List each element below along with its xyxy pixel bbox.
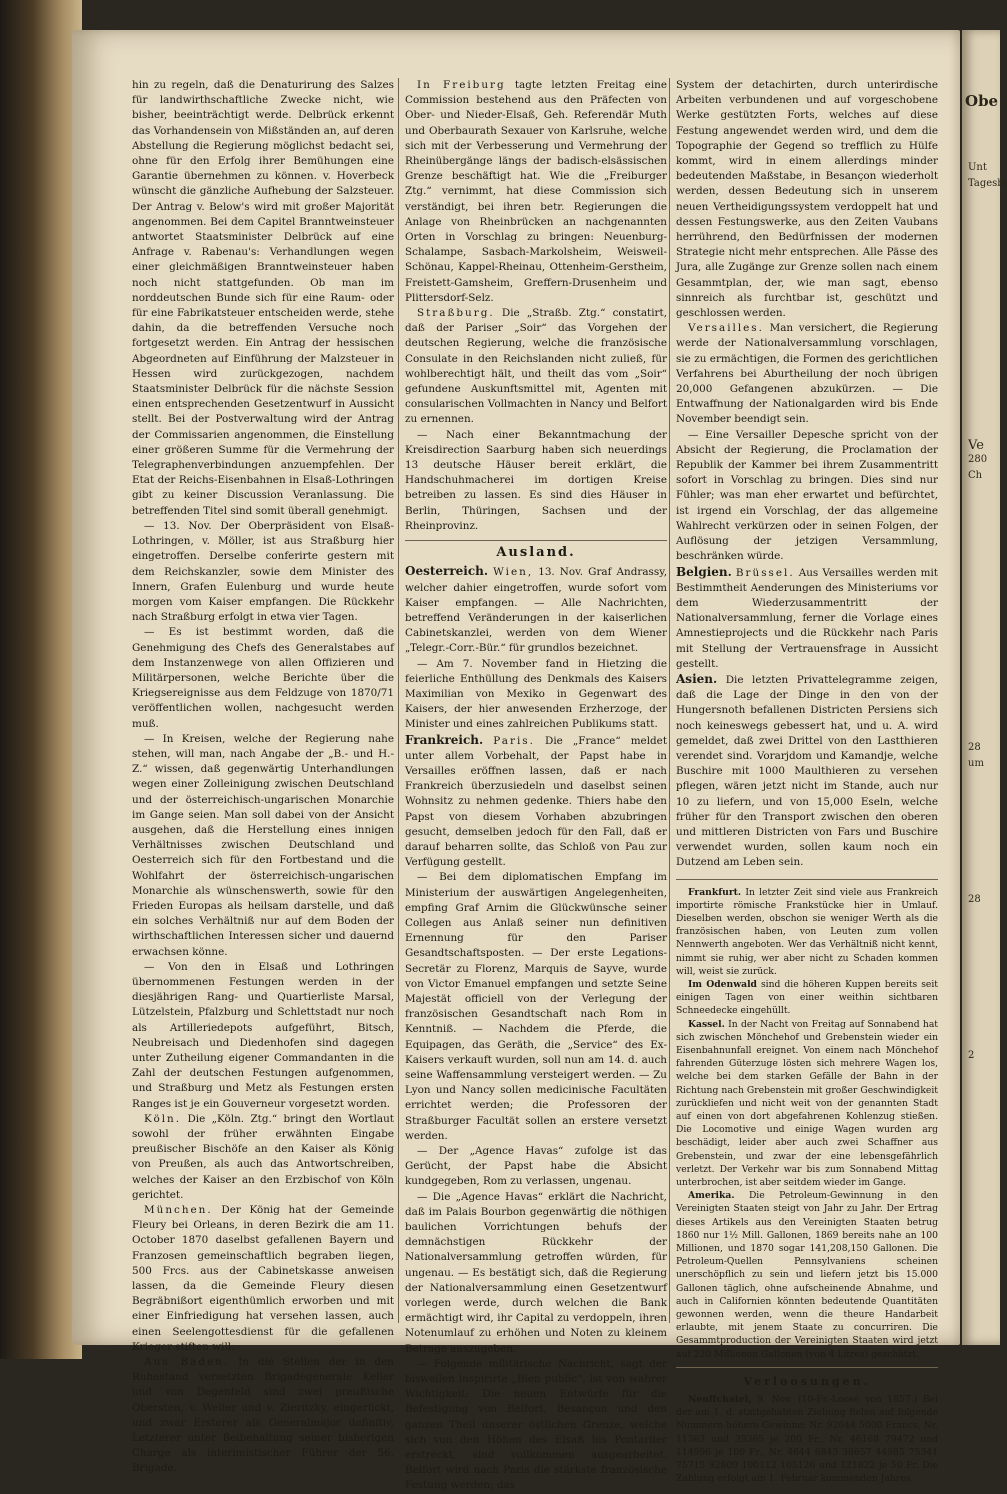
article-paragraph: — Bei dem diplomatischen Empfang im Ministerium der auswärtigen Angelegenheiten, empfing Graf Arnim die Glückwünsche seiner Collegen aus Anlaß seiner nun definitiven Ernennung für den Pariser Gesandtschaftsposten. — Der erste Legations-Secretär zu Florenz, Marquis de Sayve, wurde von Victor Emanuel empfangen und setzte Seine Majestät officiell von der Verlegung der französischen Gesandtschaft nach Rom in Kenntniß. — Nachdem die Pferde, die Equipagen, das Geräth, die „Service“ des Ex-Kaisers verkauft wurden, soll nun am 14. d. auch seine Waffensammlung versteigert werden. — Zu Lyon und Nancy sollen medicinische Facultäten errichtet werden; die Professoren der Straßburger Facultät sollen an erstere versetzt werden. (405, 871, 667, 1142)
article-paragraph: — Die „Agence Havas“ erklärt die Nachricht, daß im Palais Bourbon gegenwärtig die nöthigen baulichen Vorrichtungen behufs der demnächstigen Rückkehr der Nationalversammlung getroffen würden, für ungenau. — Es bestätigt sich, daß die Regierung der Nationalversammlung einen Gesetzentwurf vorlegen werde, durch welchen die Bank ermächtigt wird, ihr Capital zu verdoppeln, ihren Notenumlauf zu erhöhen und Noten zu kleinem Betrage auszugeben. (405, 1190, 667, 1355)
lottery-notice (676, 1393, 938, 1485)
next-page-fragment: Tagesbl (968, 178, 1007, 189)
item-heading: Frankfurt. (688, 886, 742, 898)
item-heading: Kassel. (688, 1018, 725, 1030)
dateline: Köln. (144, 1112, 182, 1125)
column-2 (405, 78, 668, 1492)
next-page-fragment: Ve (968, 438, 984, 453)
column-3 (676, 78, 938, 1485)
divider (676, 1367, 938, 1368)
item-heading: Amerika. (688, 1190, 735, 1202)
column-rule (398, 78, 399, 1323)
article-paragraph: In Freiburg tagte letzten Freitag eine Commission bestehend aus den Präfecten von Ober- und Nieder-Elsaß, Geh. Referendär Muth und Oberbaurath Sexauer von Karlsruhe, welche sich mit der Verbesserung und Vermehrung der Rheinübergänge längs der badisch-elsässischen Grenze beschäftigt hat. Wie die „Freiburger Ztg.“ vernimmt, hat diese Commission sich verständigt, bei ihren betr. Regierungen die Anlage von Rheinbrücken an nachgenannten Orten in Vorschlag zu bringen: Neuenburg-Schalampe, Sasbach-Markolsheim, Weisweil-Schönau, Kappel-Rheinau, Ottenheim-Gerstheim, Freistett-Gamsheim, Greffern-Drusenheim und Plittersdorf-Selz. (405, 79, 667, 304)
article-paragraph: — In Kreisen, welche der Regierung nahe stehen, will man, nach Angabe der „B.- und H.-Z.“ wissen, daß gegenwärtig Unterhandlungen wegen einer Zolleinigung zwischen Deutschland und der österreichisch-ungarischen Monarchie im Gange seien. Man soll dabei von der Ansicht ausgehen, daß die Herstellung eines innigen Verhältnisses zwischen Deutschland und Oesterreich sich für den Fortbestand und die Wohlfahrt der österreichisch-ungarischen Monarchie als wünschenswerth, sowie für den Frieden Europas als heilsam darstelle, und daß ein solches Verhältniß nur auf dem Boden der wirthschaftlichen Interessen sicher und dauernd erwachsen könne. (132, 732, 394, 958)
next-page-fragment: 28 (968, 894, 981, 905)
next-page-fragment: um (968, 758, 984, 769)
newspaper-page (72, 30, 960, 1492)
country-heading: Asien. (676, 671, 718, 686)
item-heading: Im Odenwald (688, 978, 757, 990)
article-paragraph: Frankreich. Paris. Die „France“ meldet unter allem Vorbehalt, der Papst habe in Versailles eröffnen lassen, daß er nach Frankreich überzusiedeln und daselbst seinen Wohnsitz zu nehmen gedenke. Thiers habe den Papst von diesem Vorhaben abzubringen gesucht, demselben jedoch für den Fall, daß er darauf beharren sollte, das Schloß von Pau zur Verfügung gestellt. (405, 732, 668, 869)
article-paragraph: Straßburg. Die „Straßb. Ztg.“ constatirt, daß der Pariser „Soir“ das Vorgehen der deutschen Regierung, welche die französische Consulate in den Reichslanden nicht zuließ, für wohlberechtigt hält, und theilt das vom „Soir“ gefundene Auskunftsmittel mit, Agenten mit consularischen Vollmachten in Nancy und Belfort zu ernennen. (405, 307, 667, 426)
country-heading: Belgien. (676, 564, 732, 579)
next-page-fragment: Obe (965, 92, 999, 110)
news-item: Kassel. In der Nacht von Freitag auf Sonnabend hat sich zwischen Mönchehof und Grebenstein wieder ein Eisenbahnunfall ereignet. Von einem nach Mönchehof fahrenden Güterzuge lösten sich mehrere Wagen los, welche bei dem starken Gefälle der Bahn in der Richtung nach Grebenstein mit großer Geschwindigkeit zurückliefen und nicht weit von der genannten Stadt auf einen von dort abgefahrenen Kohlenzug stießen. Die Locomotive und einige Wagen wurden arg beschädigt, leider aber auch zwei Schaffner aus Grebenstein, und zwar der eine lebensgefährlich verletzt. Der Verkehr war bis zum Sonnabend Mittag unterbrochen, ist aber seitdem wieder im Gange. (676, 1018, 938, 1189)
article-paragraph: System der detachirten, durch unterirdische Arbeiten verbundenen und auf vorgeschobene Werke gestützten Forts, welches auf diese Festung angewendet werden wird, und dem die Topographie der Gegend so trefflich zu Hülfe kommt, wird in einem allerdings minder bedeutenden Maßstabe, in Besançon wiederholt werden, dessen Bedeutung sich in unserem neuen Vertheidigungssystem verdoppelt hat und dessen Festungswerke, aus den Zeiten Vaubans herrührend, den Bedürfnissen der modernen Strategie nicht mehr entsprechen. Alle Pässe des Jura, alle Zugänge zur Grenze sollen nach einem Gesammtplan, der, wie man sagt, ebenso sinnreich als furchtbar ist, geschützt und geschlossen werden. (676, 79, 938, 320)
article-paragraph: Versailles. Man versichert, die Regierung werde der Nationalversammlung vorschlagen, sie zu ermächtigen, die Formen des gerichtlichen Verfahrens bei Aburtheilung der noch übrigen 20,000 Gefangenen abzukürzen. — Die Entwaffnung der Nationalgarden wird bis Ende November beendigt sein. (676, 322, 938, 426)
country-heading: Oesterreich. (405, 564, 489, 579)
article-paragraph: Belgien. Brüssel. Aus Versailles werden mit Bestimmtheit Aenderungen des Ministeriums vor dem Wiederzusammentritt der Nationalversammlung, ferner die Vorlage eines Amnestieprojects und die Rückkehr nach Paris mit Stellung der Vertrauensfrage in Aussicht gestellt. (676, 564, 938, 670)
news-item: Im Odenwald sind die höheren Kuppen bereits seit einigen Tagen von einer weithin sichtbaren Schneedecke eingehüllt. (676, 978, 938, 1017)
country-heading: Frankreich. (405, 732, 484, 747)
dateline: München. (144, 1204, 213, 1217)
article-paragraph: Aus Baden. In die Stellen der in den Ruhestand versetzten Brigadegenerale Keller und von Degenfeld sind zwei preußische Obersten, v. Weller und v. Zieritzky, eingerückt, und zwar Ersterer als Generalmajor definitiv, Letzterer unter Beibehaltung seiner bisherigen Charge als interimistischer Führer der 56. Brigade. (132, 1356, 395, 1475)
book-spine (0, 0, 82, 1359)
article-paragraph: — Nach einer Bekanntmachung der Kreisdirection Saarburg haben sich neuerdings 13 deutsche Häuser bereit erklärt, die Handschuhmacherei im dortigen Kreise betreiben zu lassen. Es sind dies Häuser in Berlin, Thüringen, Sachsen und der Rheinprovinz. (405, 428, 667, 532)
next-page-fragment: Unt (968, 162, 987, 173)
article-paragraph: Asien. Die letzten Privattelegramme zeigen, daß die Lage der Dinge in den von der Hungersnoth befallenen Districten Persiens sich noch keineswegs gebessert hat, und u. A. wird gemeldet, daß zwei Drittel von den Lastthieren verendet sind. Vorarjdom und Kamandje, welche Buschire mit 1000 Maulthieren zu versehen pflegen, wären jetzt nicht im Stande, auch nur 10 zu liefern, und von 15,000 Eseln, welche früher für den Transport zwischen den oberen und mittleren Districten von Fars und Buschire verwendet wurden, sollen kaum noch ein Dutzend am Leben sein. (676, 671, 938, 869)
next-page-edge (962, 30, 1007, 1345)
dateline: Brüssel. (735, 566, 795, 579)
dateline: Wien, (493, 566, 534, 579)
next-page-fragment: 280 (968, 454, 988, 465)
article-paragraph: Köln. Die „Köln. Ztg.“ bringt den Wortlaut sowohl der früher erwähnten Eingabe preußischer Bischöfe an den Kaiser als König von Preußen, als auch das Antwortschreiben, welches der Kaiser an den Erzbischof von Köln gerichtet. (132, 1112, 394, 1201)
news-item: Amerika. Die Petroleum-Gewinnung in den Vereinigten Staaten steigt von Jahr zu Jahr. Der Ertrag dieses Artikels aus den Vereinigten Staaten betrug 1860 nur 1½ Mill. Gallonen, 1869 bereits nahe an 100 Millionen, und 1870 sogar 141,208,150 Gallonen. Die Petroleum-Quellen Pennsylvaniens scheinen unerschöpflich zu sein und liefern jetzt bis 15.000 Gallonen täglich, ohne aufscheinende Abnahme, und auch in Californien könnten bedeutende Quantitäten gewonnen werden, wenn die theure Handarbeit erlaubte, mit jenem Staate zu concurriren. Die Gesammtproduction der Vereinigten Staaten wird jetzt auf 220 Millionen Gallonen (von 4 Litres) geschätzt. (676, 1190, 938, 1360)
article-paragraph: — Eine Versailler Depesche spricht von der Absicht der Regierung, die Proclamation der Republik der Kammer bei ihrem Zusammentritt sofort in Vorschlag zu bringen. Dies sind nur Fühler; was man eher erwartet und befürchtet, ist irgend ein Vorschlag, der das allgemeine Wahlrecht verkürzen oder in seinen Folgen, der Auflösung der jetzigen Versammlung, beschränken würde. (676, 428, 938, 563)
article-paragraph: — Von den in Elsaß und Lothringen übernommenen Festungen werden in der diesjährigen Rang- und Quartierliste Marsal, Lützelstein, Pfalzburg und Schlettstadt nur noch als Artilleriedepots aufgeführt, Bitsch, Neubreisach und Diedenhofen sind dagegen unter Zutheilung eigener Commandanten in die Zahl der deutschen Festungen aufgenommen, und Straßburg und Metz als Festungen ersten Ranges ist je ein Gouverneur vorgesetzt worden. (132, 960, 394, 1110)
section-heading: Ausland. (405, 540, 667, 560)
dateline: Straßburg. (417, 307, 495, 320)
next-page-fragment: 2 (968, 1050, 975, 1061)
article-paragraph: — Es ist bestimmt worden, daß die Genehmigung des Chefs des Generalstabes auf dem Instanzenwege von allen Offizieren und Militärpersonen, welche Berichte über die Kriegsereignisse aus dem Feldzuge von 1870/71 veröffentlichen wollen, nachgesucht werden muß. (132, 626, 394, 730)
article-paragraph: — Folgende militärische Nachricht, sagt der bisweilen inspirirte „Bien public“, ist von wahrer Wichtigkeit: Die neuen Entwürfe für die Befestigung von Belfort, Besançon und den ganzen Theil unserer östlichen Grenze, welche sich von den Höhen des Elsaß bis Pontarlier erstreckt, sind vollkommen ausgearbeitet. Belfort wird nach Paris die stärkste französische Festung werden; das (405, 1357, 667, 1492)
lottery-heading: Verloosungen. (743, 1374, 871, 1388)
local-news (676, 879, 938, 1361)
article-paragraph: — Der „Agence Havas“ zufolge ist das Gerücht, der Papst habe die Absicht kundgegeben, Rom zu verlassen, ungenau. (405, 1145, 667, 1188)
article-paragraph: Oesterreich. Wien, 13. Nov. Graf Andrassy, welcher dahier eingetroffen, wurde sofort vom Kaiser empfangen. — Alle Nachrichten, betreffend Veränderungen in der kaiserlichen Cabinetskanzlei, werden von dem Wiener „Telegr.-Corr.-Bür.“ für grundlos bezeichnet. (405, 564, 667, 655)
news-item: Neuffchatel, 9. Nov. (10-Fr.-Loose von 1857.) Bei der am 1. d. stattgehabten Ziehung fielen auf folgende Nummern höhere Gewinne: Nr. 92644 5000 Francs, Nr. 11363 und 39365 je 200 Fr., Nr. 46168 79472 und 114996 je 100 Fr., Nr. 4644 6843 38657 44985 75341 75715 92809 100112 105126 und 121822 je 50 Fr. Die Zahlung erfolgt am 1. Februar kommenden Jahres. (676, 1394, 938, 1485)
dateline: Aus Baden. (144, 1356, 230, 1369)
article-paragraph: hin zu regeln, daß die Denaturirung des Salzes für landwirthschaftliche Zwecke nicht, wie bisher, beeinträchtigt werde. Delbrück erkennt das Vorhandensein von Mißständen an, auf deren Abstellung die Regierung möglichst bedacht sei, ohne für den Erfolg ihrer Bemühungen eine Garantie übernehmen zu können. v. Hoverbeck wünscht die gänzliche Aufhebung der Salzsteuer. Der Antrag v. Below's wird mit großer Majorität angenommen. Bei dem Capitel Branntweinsteuer antwortet Staatsminister Delbrück auf eine Anfrage v. Rabenau's: Verhandlungen wegen einer gleichmäßigen Branntweinsteuer haben noch nicht stattgefunden. Ob man im norddeutschen Bunde sich für eine Raum- oder für eine Fabrikatsteuer entscheiden werde, stehe dahin, da die betreffenden Versuche noch fortgesetzt werden. Ein Antrag der hessischen Abgeordneten auf Einführung der Malzsteuer in Hessen wird zurückgezogen, nachdem Staatsminister Delbrück für die nächste Session einen entsprechenden Gesetzentwurf in Aussicht stellt. Bei der Postverwaltung wird der Antrag der Commissarien angenommen, die Einstellung einer größeren Summe für die Vermehrung der Telegraphenverbindungen anzuempfehlen. Der Etat der Reichs-Eisenbahnen in Elsaß-Lothringen gibt zu keiner Discussion Veranlassung. Die betreffenden Titel sind somit überall genehmigt. (132, 79, 394, 517)
article-paragraph: — 13. Nov. Der Oberpräsident von Elsaß-Lothringen, v. Möller, ist aus Straßburg hier eingetroffen. Derselbe conferirte gestern mit dem Reichskanzler, sowie dem Minister des Innern, Grafen Eulenburg und wurde heute morgen vom Kaiser empfangen. Die Rückkehr nach Straßburg erfolgt in etwa vier Tagen. (132, 519, 394, 624)
column-rule (669, 78, 670, 1323)
column-1 (132, 78, 395, 1475)
dateline: Paris. (493, 734, 535, 747)
next-page-fragment: Ch (968, 470, 983, 481)
dateline: Versailles. (688, 322, 764, 335)
next-page-fragment: 28 (968, 742, 981, 753)
article-paragraph: München. Der König hat der Gemeinde Fleury bei Orleans, in deren Bezirk die am 11. October 1870 daselbst gefallenen Bayern und Franzosen gemeinschaftlich begraben liegen, 500 Frcs. aus der Cabinetskasse anweisen lassen, da die Gemeinde Fleury diesen Begräbnißort eigenthümlich erworben und mit einer Einfriedigung hat versehen lassen, auch einen Seelengottesdienst für die gefallenen Krieger stiften will. (132, 1204, 394, 1353)
article-paragraph: — Am 7. November fand in Hietzing die feierliche Enthüllung des Denkmals des Kaisers Maximilian von Mexiko in Gegenwart des Kaisers, der hier anwesenden Erzherzoge, der Minister und eines zahlreichen Publikums statt. (405, 657, 667, 731)
item-heading: Neuffchatel, (688, 1394, 752, 1406)
news-item: Frankfurt. In letzter Zeit sind viele aus Frankreich importirte römische Frankstücke hier in Umlauf. Dieselben werden, obschon sie weniger Werth als die französischen haben, von Leuten zum vollen Nennwerth angeboten. Wer das Verhältniß nicht kennt, nimmt sie ruhig, wer aber nicht zu Schaden kommen will, weist sie zurück. (676, 886, 938, 977)
dateline: In Freiburg (417, 79, 506, 91)
